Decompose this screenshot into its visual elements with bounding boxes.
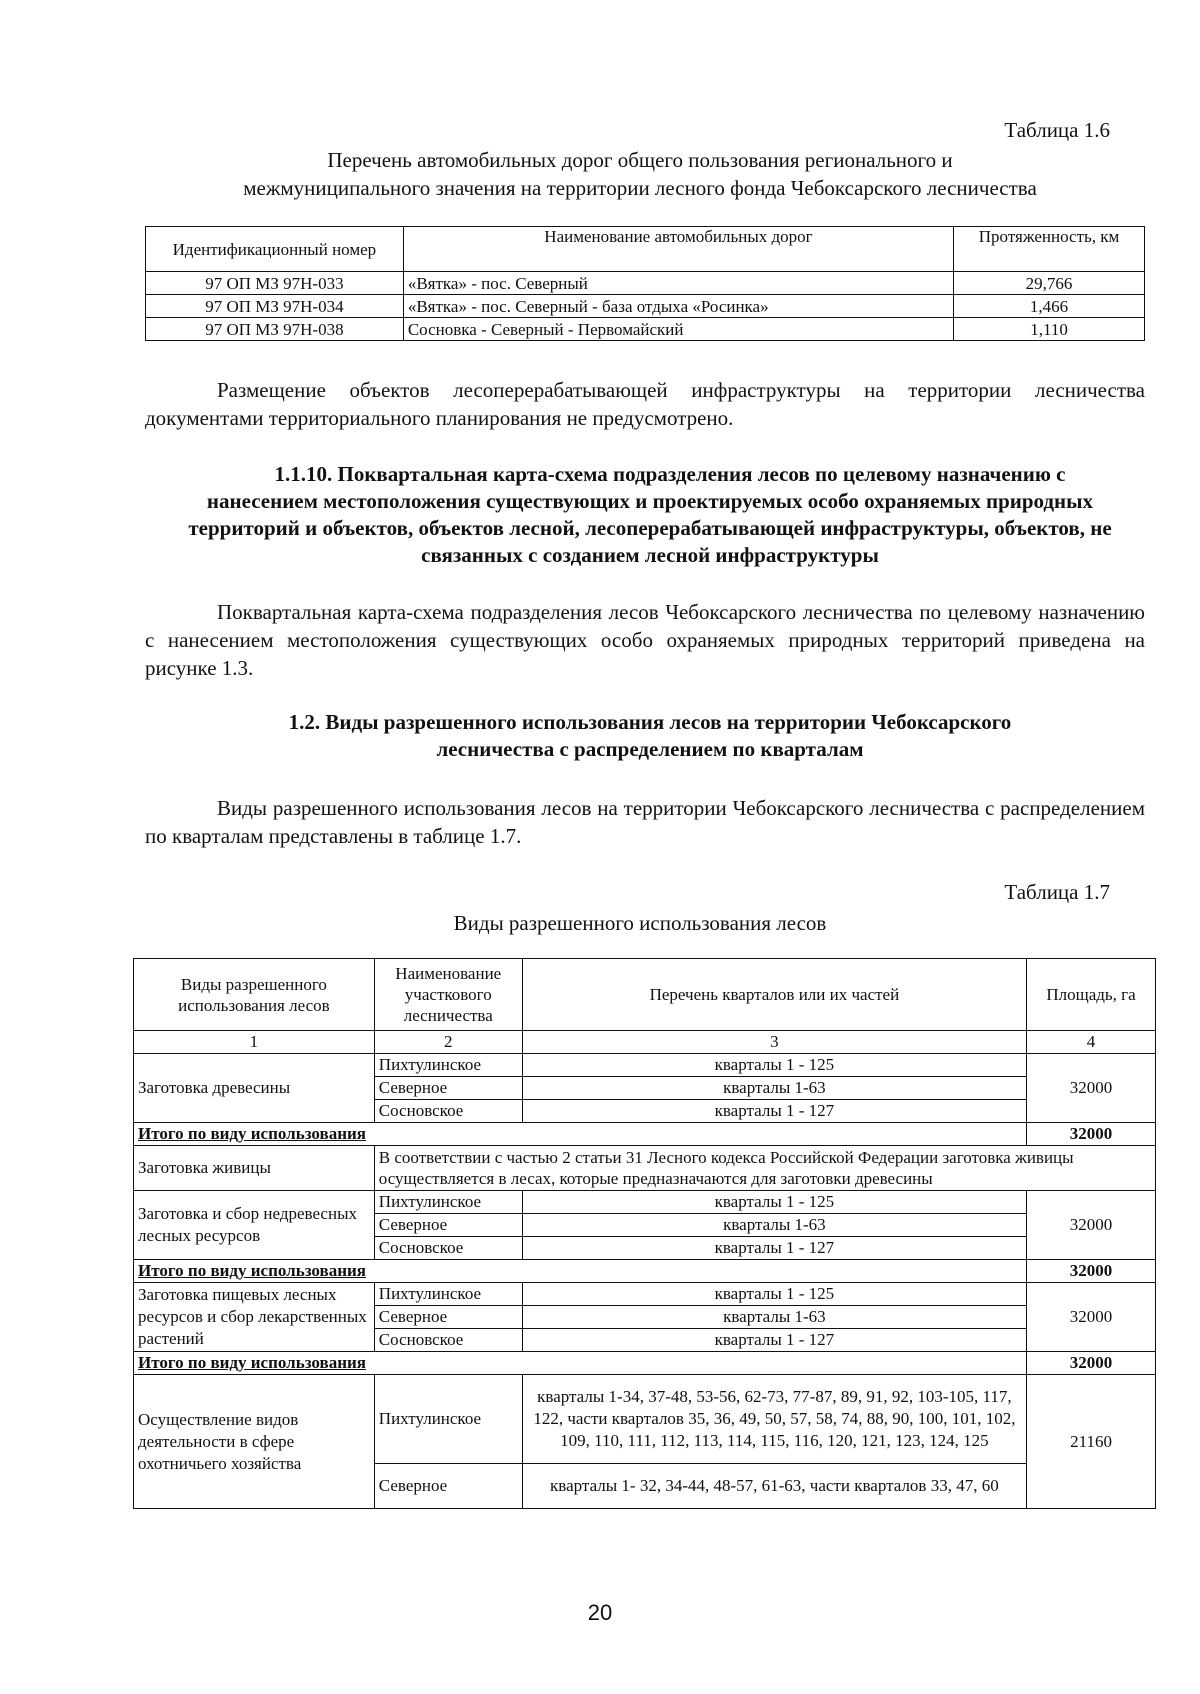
area-cell: 32000 xyxy=(1027,1054,1156,1123)
quarters-cell: кварталы 1 - 125 xyxy=(522,1054,1026,1077)
paragraph-text: Размещение объектов лесоперерабатывающей инфраструктуры на территории лесничества документами территориального планирования не предусмотрено. xyxy=(145,378,1145,430)
header-cell: Перечень кварталов или их частей xyxy=(522,959,1026,1031)
forestry-cell: Северное xyxy=(374,1464,522,1509)
quarters-cell: кварталы 1-34, 37-48, 53-56, 62-73, 77-87, 89, 91, 92, 103-105, 117, 122, части кварталов 35, 36, 49, 50, 57, 58, 74, 88, 90, 100, 101, 102, 109, 110, 111, 112, 113, 114, 115, 116, 120, 121, 123, 124, 125 xyxy=(522,1375,1026,1464)
forestry-cell: Северное xyxy=(374,1306,522,1329)
forestry-cell: Северное xyxy=(374,1214,522,1237)
quarters-cell: кварталы 1 - 125 xyxy=(522,1283,1026,1306)
quarters-cell: кварталы 1 - 127 xyxy=(522,1329,1026,1352)
header-cell: Наименование автомобильных дорог xyxy=(403,227,953,272)
paragraph-map-scheme xyxy=(145,598,1145,682)
quarters-cell: кварталы 1-63 xyxy=(522,1077,1026,1100)
use-type-cell: Заготовка живицы xyxy=(134,1146,375,1191)
forestry-cell: Северное xyxy=(374,1077,522,1100)
area-cell: 21160 xyxy=(1027,1375,1156,1509)
total-row xyxy=(134,1123,1156,1146)
forestry-cell: Сосновское xyxy=(374,1100,522,1123)
paragraph-text: Поквартальная карта-схема подразделения лесов Чебоксарского лесничества по целевому назначению с нанесением местоположения существующих особо охраняемых природных территорий приведена на рисунке 1.3. xyxy=(145,600,1145,680)
column-number-row xyxy=(134,1031,1156,1054)
area-cell: 32000 xyxy=(1027,1283,1156,1352)
header-cell: Протяженность, км xyxy=(954,227,1145,272)
quarters-cell: кварталы 1- 32, 34-44, 48-57, 61-63, части кварталов 33, 47, 60 xyxy=(522,1464,1026,1509)
total-value: 32000 xyxy=(1027,1352,1156,1375)
total-value: 32000 xyxy=(1027,1260,1156,1283)
section-heading-1-2-line1: 1.2. Виды разрешенного использования лесов на территории Чебоксарского xyxy=(288,710,1012,734)
total-label: Итого по виду использования xyxy=(134,1123,1027,1146)
road-id-cell: 97 ОП МЗ 97Н-038 xyxy=(146,318,404,341)
header-cell: Идентификационный номер xyxy=(146,227,404,272)
road-name-cell: «Вятка» - пос. Северный - база отдыха «Росинка» xyxy=(403,295,953,318)
total-value: 32000 xyxy=(1027,1123,1156,1146)
forestry-cell: Пихтулинское xyxy=(374,1375,522,1464)
total-label: Итого по виду использования xyxy=(134,1352,1027,1375)
header-cell: Виды разрешенного использования лесов xyxy=(134,959,375,1031)
table-row xyxy=(146,295,1145,318)
table-row xyxy=(134,1375,1156,1464)
road-name-cell: «Вятка» - пос. Северный xyxy=(403,272,953,295)
table-row xyxy=(134,1054,1156,1077)
table-1-6-title-line2: межмуниципального значения на территории лесного фонда Чебоксарского лесничества xyxy=(243,176,1037,200)
section-heading-1-1-10: 1.1.10. Поквартальная карта-схема подразделения лесов по целевому назначению с нанесением местоположения существующих и проектируемых особо охраняемых природных территорий и объектов, объектов лесной, лесоперерабатывающей инфраструктуры, объектов, не связанных с созданием лесной инфраструктуры xyxy=(188,462,1112,567)
use-type-cell: Заготовка пищевых лесных ресурсов и сбор лекарственных растений xyxy=(134,1283,375,1352)
forestry-cell: Сосновское xyxy=(374,1329,522,1352)
table-row xyxy=(146,272,1145,295)
paragraph-permitted-uses xyxy=(145,794,1145,850)
quarters-cell: кварталы 1 - 127 xyxy=(522,1100,1026,1123)
table-1-6-title-line1: Перечень автомобильных дорог общего пользования регионального и xyxy=(327,148,953,172)
road-length-cell: 1,466 xyxy=(954,295,1145,318)
table-row xyxy=(134,1146,1156,1191)
road-id-cell: 97 ОП МЗ 97Н-034 xyxy=(146,295,404,318)
note-cell: В соответствии с частью 2 статьи 31 Лесного кодекса Российской Федерации заготовка живицы осуществляется в лесах, которые предназначаются для заготовки древесины xyxy=(374,1146,1155,1191)
quarters-cell: кварталы 1 - 127 xyxy=(522,1237,1026,1260)
table-row xyxy=(146,318,1145,341)
table-row xyxy=(134,1283,1156,1306)
table-1-7-title: Виды разрешенного использования лесов xyxy=(453,911,827,935)
table-header-row xyxy=(146,227,1145,272)
paragraph-text: Виды разрешенного использования лесов на территории Чебоксарского лесничества с распределением по кварталам представлены в таблице 1.7. xyxy=(145,796,1145,848)
total-label: Итого по виду использования xyxy=(134,1260,1027,1283)
table-header-row xyxy=(134,959,1156,1031)
total-row xyxy=(134,1352,1156,1375)
road-length-cell: 1,110 xyxy=(954,318,1145,341)
forestry-cell: Сосновское xyxy=(374,1237,522,1260)
header-cell: Наименование участкового лесничества xyxy=(374,959,522,1031)
column-number: 3 xyxy=(522,1031,1026,1054)
use-type-cell: Осуществление видов деятельности в сфере охотничьего хозяйства xyxy=(134,1375,375,1509)
table-row xyxy=(134,1191,1156,1214)
table-1-6 xyxy=(145,226,1145,341)
use-type-cell: Заготовка древесины xyxy=(134,1054,375,1123)
forestry-cell: Пихтулинское xyxy=(374,1283,522,1306)
table-1-7-label: Таблица 1.7 xyxy=(1004,880,1110,904)
use-type-cell: Заготовка и сбор недревесных лесных ресурсов xyxy=(134,1191,375,1260)
column-number: 2 xyxy=(374,1031,522,1054)
section-heading-1-2-line2: лесничества с распределением по кварталам xyxy=(436,737,864,761)
total-row xyxy=(134,1260,1156,1283)
road-length-cell: 29,766 xyxy=(954,272,1145,295)
quarters-cell: кварталы 1-63 xyxy=(522,1214,1026,1237)
forestry-cell: Пихтулинское xyxy=(374,1191,522,1214)
column-number: 1 xyxy=(134,1031,375,1054)
quarters-cell: кварталы 1 - 125 xyxy=(522,1191,1026,1214)
table-1-6-label: Таблица 1.6 xyxy=(1004,118,1110,142)
column-number: 4 xyxy=(1027,1031,1156,1054)
road-name-cell: Сосновка - Северный - Первомайский xyxy=(403,318,953,341)
header-cell: Площадь, га xyxy=(1027,959,1156,1031)
page-number: 20 xyxy=(587,1600,613,1625)
area-cell: 32000 xyxy=(1027,1191,1156,1260)
paragraph-infrastructure xyxy=(145,376,1145,432)
road-id-cell: 97 ОП МЗ 97Н-033 xyxy=(146,272,404,295)
table-1-7 xyxy=(133,958,1156,1509)
forestry-cell: Пихтулинское xyxy=(374,1054,522,1077)
quarters-cell: кварталы 1-63 xyxy=(522,1306,1026,1329)
